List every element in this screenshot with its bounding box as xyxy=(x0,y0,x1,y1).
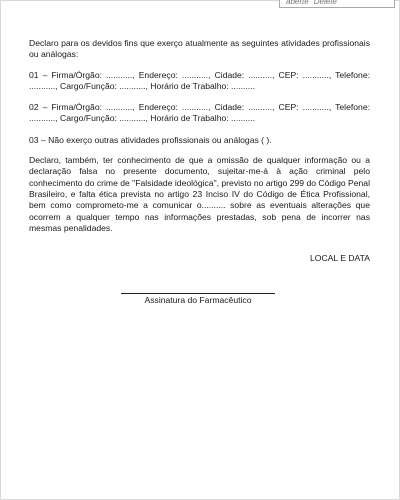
signature-line xyxy=(121,293,275,294)
top-hint-box: aberte "Delete" xyxy=(279,0,395,8)
activity-item-02: 02 – Firma/Órgão: ..........., Endereço: ..........., Cidade: .........., CEP: ..........., Telefone: ..........., Cargo/Função: ..........., Horário de Trabalho: .......... xyxy=(29,102,370,124)
activity-item-01: 01 – Firma/Órgão: ..........., Endereço: ..........., Cidade: .........., CEP: ..........., Telefone: ..........., Cargo/Função: ..........., Horário de Trabalho: .......... xyxy=(29,69,370,91)
intro-paragraph: Declaro para os devidos fins que exerço atualmente as seguintes atividades profissionais ou análogas: xyxy=(29,38,370,60)
signature-label: Assinatura do Farmacêutico xyxy=(144,295,252,305)
declaration-paragraph: Declaro, também, ter conhecimento de que a omissão de qualquer informação ou a declaração falsa no presente documento, sujeitar-me-á à ação criminal pelo conhecimento do crime de "Falsidade ideológica", previsto no artigo 299 do Código Penal Brasileiro, e falta ética prevista no artigo 23 Inciso IV do Código de Ética Profissional, bem como comprometo-me a comunicar o.......... sobre as eventuais alterações que ocorrem a qualquer tempo nas informações prestadas, sob pena de incorrer nas mesmas penalidades. xyxy=(29,155,370,233)
activity-item-03: 03 – Não exerço outras atividades profissionais ou análogas ( ). xyxy=(29,134,272,145)
local-and-date: LOCAL E DATA xyxy=(309,253,370,263)
document-body xyxy=(29,38,370,234)
